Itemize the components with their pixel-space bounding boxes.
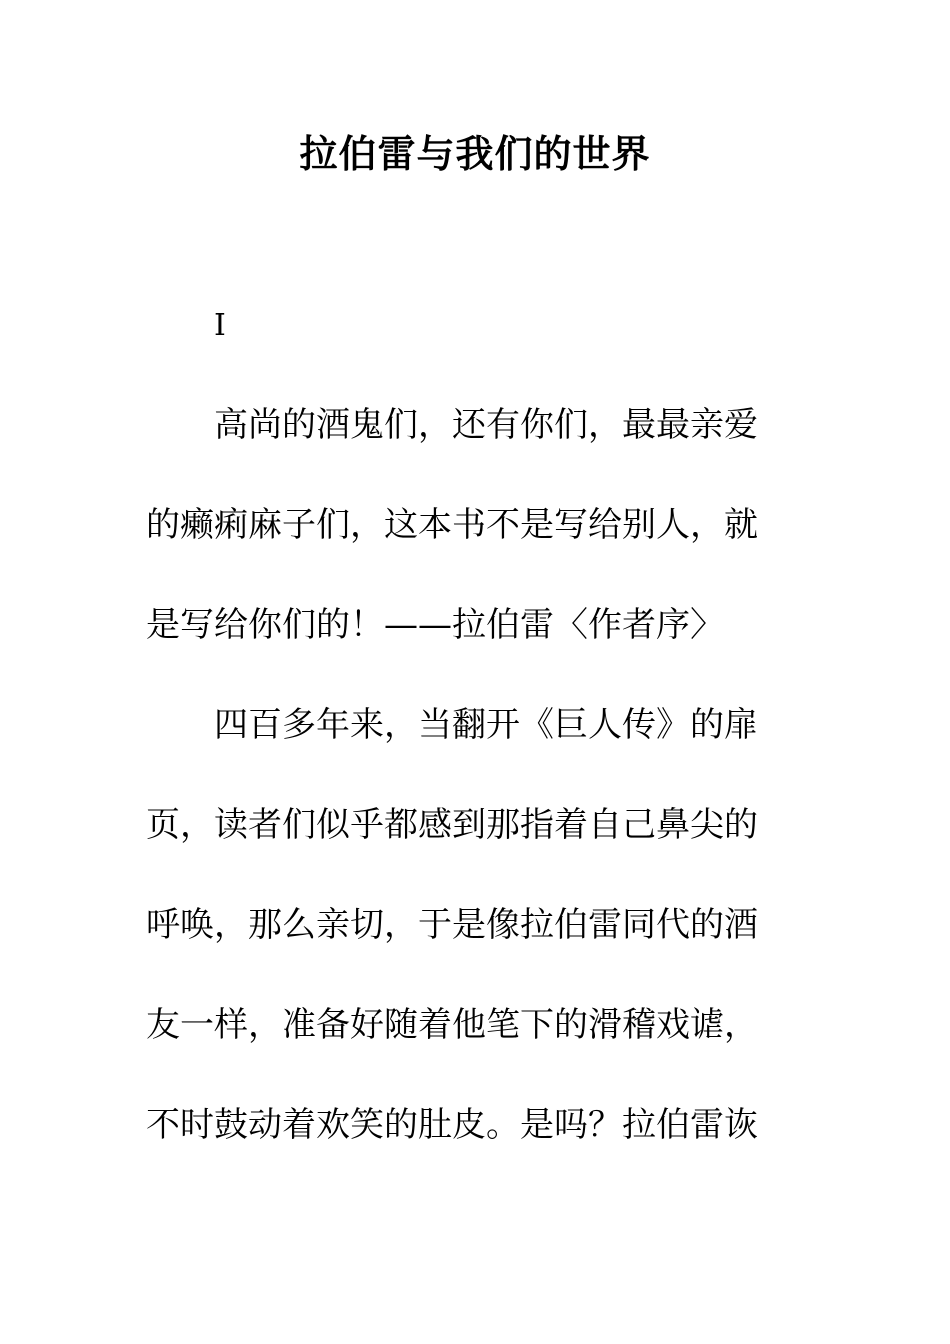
paragraph-line: 友一样，准备好随着他笔下的滑稽戏谑， [146,1005,758,1045]
paragraph-line: 不时鼓动着欢笑的肚皮。是吗？拉伯雷诙 [146,1105,758,1145]
document-title: 拉伯雷与我们的世界 [299,131,651,176]
paragraph-1 [146,375,780,675]
paragraph-line: 的癞痢麻子们，这本书不是写给别人，就 [146,505,758,545]
paragraph-2 [146,675,780,1175]
paragraph-line: 页，读者们似乎都感到那指着自己鼻尖的 [146,805,758,845]
paragraph-line: 呼唤，那么亲切，于是像拉伯雷同代的酒 [146,905,758,945]
paragraph-line: 高尚的酒鬼们，还有你们，最最亲爱 [214,405,758,445]
paragraph-line: 是写给你们的！——拉伯雷〈作者序〉 [146,605,724,645]
section-number: I [214,308,226,343]
paragraph-line: 四百多年来，当翻开《巨人传》的扉 [214,705,758,745]
